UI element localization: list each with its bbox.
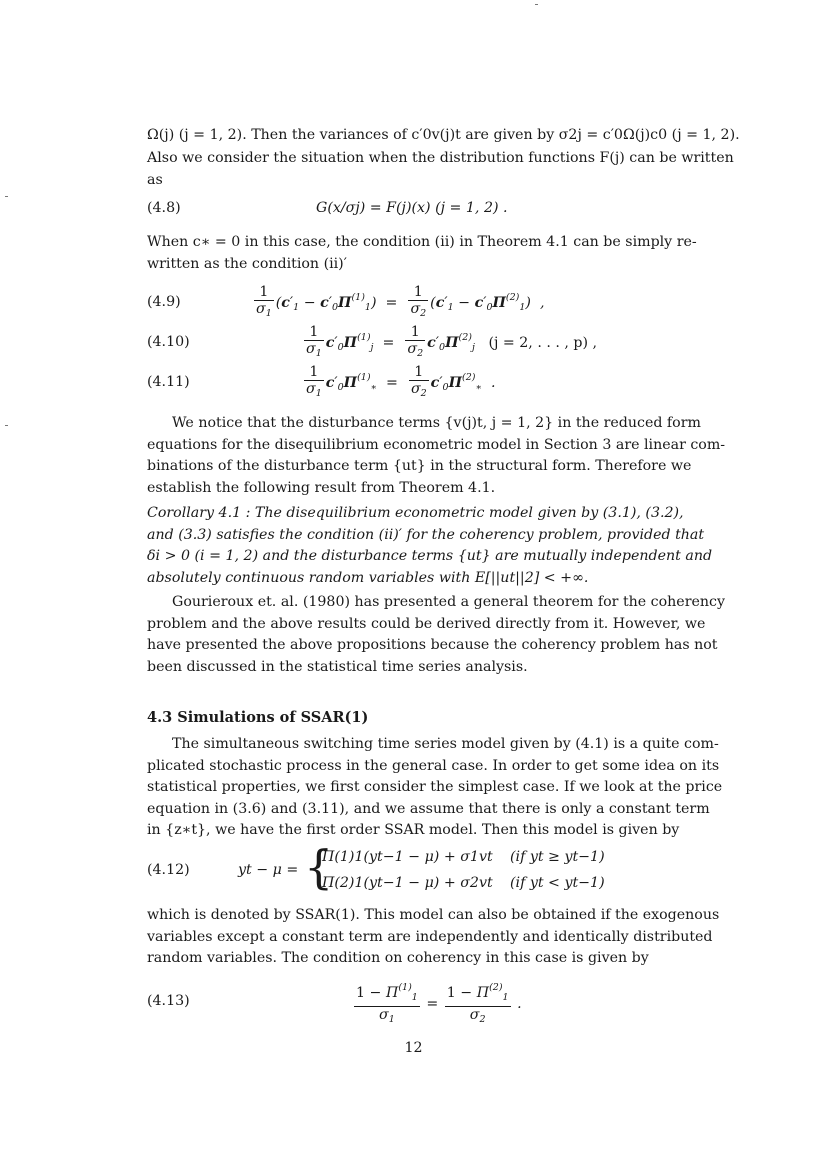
equation-case: Π(2)1(yt−1 − μ) + σ2vt <box>322 875 493 891</box>
text-line: been discussed in the statistical time series analysis. <box>147 658 528 675</box>
paragraph <box>147 413 726 499</box>
text-line: written as the condition (ii)′ <box>147 256 347 272</box>
text-line: equations for the disequilibrium econometric model in Section 3 are linear com- <box>147 436 726 453</box>
equation-number: (4.8) <box>147 200 181 216</box>
equation-number: (4.12) <box>147 862 190 878</box>
text-line: random variables. The condition on coherency in this case is given by <box>147 950 649 967</box>
scan-mark <box>5 196 8 197</box>
equation-lhs: yt − μ = <box>238 862 299 878</box>
equation-4-10: $\frac{1}{\sigma_1}$ $c'_0\Pi^{(1)}_j$ = $\frac{1}{\sigma_2}$ $c'_0\Pi^{(2)}_j$ (j = 2, . . . , p) , <box>306 324 598 359</box>
text-line: Gourieroux et. al. (1980) has presented a general theorem for the coherency <box>172 594 725 610</box>
text-line: and (3.3) satisfies the condition (ii)′ for the coherency problem, provided that <box>147 526 705 543</box>
text-line: variables except a constant term are independently and identically distributed <box>147 928 713 945</box>
text-line: Ω(j) (j = 1, 2). Then the variances of c′0v(j)t are given by σ2j = c′0Ω(j)c0 (j = 1, 2). <box>147 127 740 143</box>
equation-number: (4.9) <box>147 294 181 310</box>
paragraph <box>147 905 720 970</box>
text-line: binations of the disturbance term {ut} in the structural form. Therefore we <box>147 458 692 475</box>
text-line: have presented the above propositions because the coherency problem has not <box>147 637 718 654</box>
equation-4-8: G(x/σj) = F(j)(x) (j = 1, 2) . <box>316 200 508 216</box>
text-line: in {z∗t}, we have the first order SSAR model. Then this model is given by <box>147 822 680 839</box>
text-line: which is denoted by SSAR(1). This model can also be obtained if the exogenous <box>147 907 720 923</box>
equation-case: Π(1)1(yt−1 − μ) + σ1vt <box>322 849 493 865</box>
text-line: Also we consider the situation when the distribution functions F(j) can be written <box>147 150 734 166</box>
text-line: plicated stochastic process in the general case. In order to get some idea on its <box>147 757 720 774</box>
text-line: statistical properties, we first consider the simplest case. If we look at the price <box>147 779 723 796</box>
scan-mark <box>5 425 8 426</box>
equation-number: (4.13) <box>147 993 190 1009</box>
equation-4-11: $\frac{1}{\sigma_1}$ $c'_0\Pi^{(1)}_∗$ = $\frac{1}{\sigma_2}$ $c'_0\Pi^{(2)}_∗$ . <box>306 364 496 399</box>
scan-mark <box>535 4 538 5</box>
text-line: as <box>147 172 163 188</box>
text-line: problem and the above results could be derived directly from it. However, we <box>147 615 706 632</box>
equation-4-13: $\frac{1 - \Pi^{(1)}_1}{\sigma_1}$ = $\frac{1 - \Pi^{(2)}_1}{\sigma_2}$ . <box>356 982 522 1025</box>
paragraph <box>147 734 723 842</box>
equation-4-9: $\frac{1}{\sigma_1}$ $(c'_1 - c'_0\Pi^{(1)}_1)$ = $\frac{1}{\sigma_2}$ $(c'_1 - c'_0\Pi^{(2)}_1)$ , <box>256 284 545 319</box>
equation-case-condition: (if yt < yt−1) <box>510 875 605 891</box>
left-brace: { <box>304 840 334 894</box>
paragraph <box>147 592 725 678</box>
text-line: We notice that the disturbance terms {v(j)t, j = 1, 2} in the reduced form <box>172 415 701 431</box>
text-line: establish the following result from Theorem 4.1. <box>147 479 496 496</box>
page-number: 12 <box>404 1040 423 1056</box>
text-line: δi > 0 (i = 1, 2) and the disturbance terms {ut} are mutually independent and <box>147 548 713 565</box>
text-line: absolutely continuous random variables with E[||ut||2] < +∞. <box>147 569 589 586</box>
equation-number: (4.10) <box>147 334 190 350</box>
text-line: Corollary 4.1 : The disequilibrium econometric model given by (3.1), (3.2), <box>147 505 684 521</box>
section-heading: 4.3 Simulations of SSAR(1) <box>147 709 369 726</box>
text-line: The simultaneous switching time series model given by (4.1) is a quite com- <box>172 736 719 752</box>
text-line: equation in (3.6) and (3.11), and we assume that there is only a constant term <box>147 800 710 817</box>
equation-case-condition: (if yt ≥ yt−1) <box>510 849 605 865</box>
text-line: When c∗ = 0 in this case, the condition (ii) in Theorem 4.1 can be simply re- <box>147 234 697 250</box>
equation-number: (4.11) <box>147 374 190 390</box>
corollary <box>147 503 714 589</box>
equation-condition: (j = 2, . . . , p) , <box>488 335 598 351</box>
